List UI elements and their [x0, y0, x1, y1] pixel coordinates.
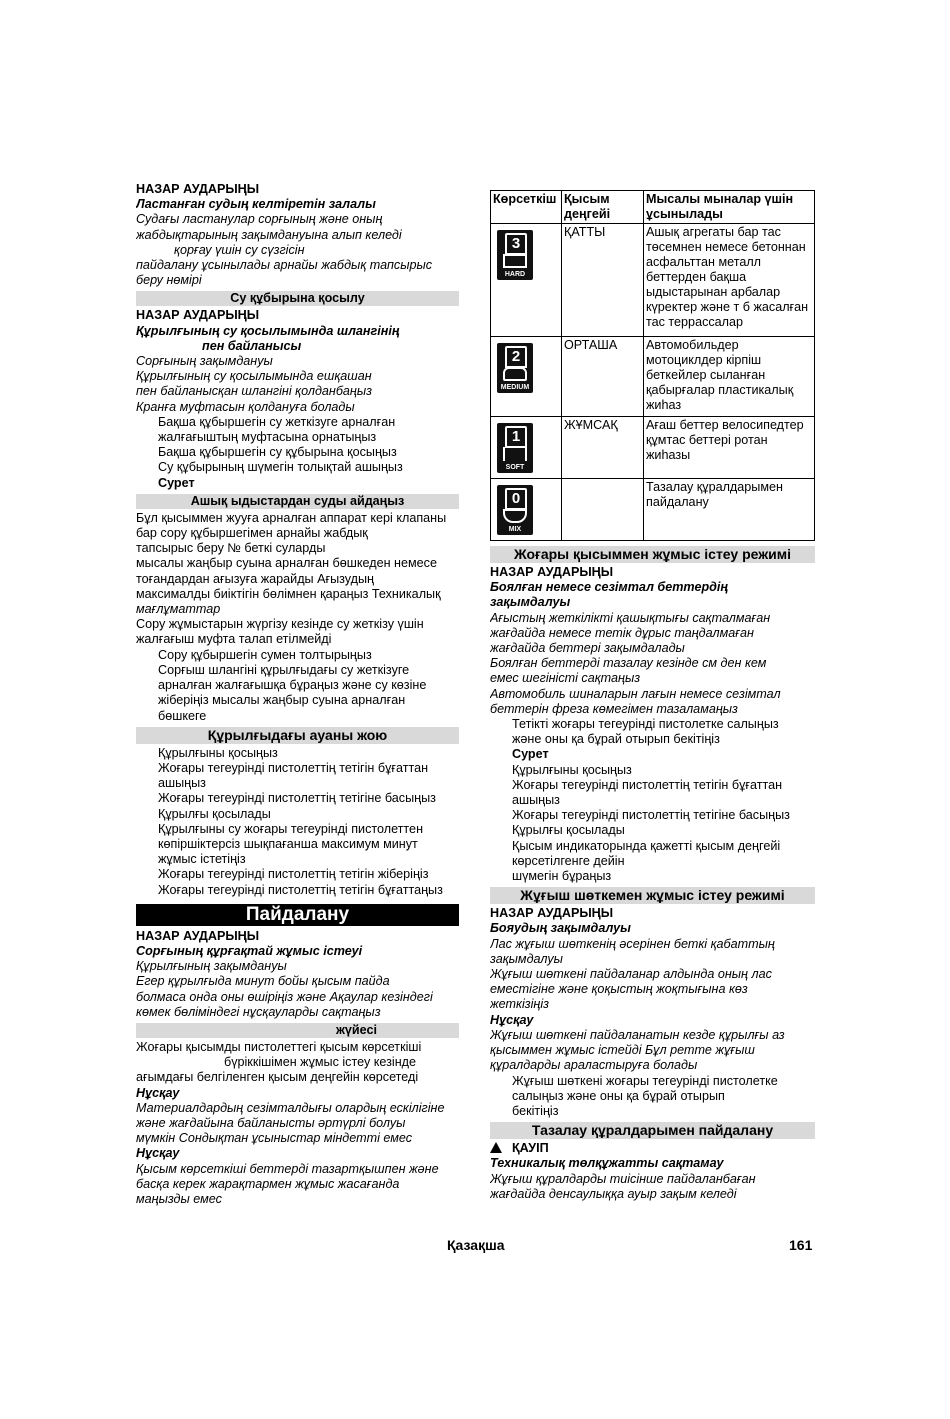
text-line: Автомобиль шиналарын лағын немесе сезімтал — [490, 686, 781, 701]
recommended-use: Тазалау құралдарымен пайдалану — [644, 479, 815, 541]
step-line: Құрылғы қосылады — [512, 823, 625, 838]
text-line: мағлұматтар — [136, 602, 221, 617]
text-line: ағымдағы белгіленген қысым деңгейін көрсетеді — [136, 1070, 419, 1085]
warning-heading: НАЗАР АУДАРЫҢЫ — [136, 928, 260, 943]
page-number: 161 — [789, 1237, 813, 1253]
step-line: Жұғыш шөткені жоғары тегеурінді пистолетке — [512, 1073, 778, 1088]
text-line: Лас жұғыш шөткенің әсерінен беткі қабаттың — [490, 936, 775, 951]
note-heading: Нұсқау — [136, 1146, 180, 1161]
step-line: арналған жалғағышқа бұраңыз және су көзіне — [158, 678, 427, 693]
step-line: Су құбырының шүмегін толықтай ашыңыз — [158, 460, 403, 475]
danger-heading: ҚАУІП — [490, 1141, 815, 1156]
step-line: Құрылғыны су жоғары тегеурінді пистолеттен — [158, 821, 424, 836]
recommended-use: Ағаш беттер велосипедтер құмтас беттері ротан жиһазы — [644, 417, 815, 479]
left-column — [136, 182, 459, 1207]
detergent-icon: 0 MIX — [497, 485, 533, 535]
text-line: маңызды емес — [136, 1191, 222, 1206]
warning-title: Техникалық төлқұжатты сақтамау — [490, 1156, 724, 1171]
car-icon: 2 MEDIUM — [497, 343, 533, 393]
step-line: көрсетілгенге дейін — [512, 853, 625, 868]
fence-icon: 1 SOFT — [497, 423, 533, 473]
pressure-level: ОРТАША — [562, 337, 644, 417]
step-line: салыңыз және оны қа бұрай отырып — [512, 1088, 725, 1103]
table-row — [491, 337, 815, 417]
step-line: Құрылғыны қосыңыз — [512, 762, 632, 777]
table-header: Қысым деңгейі — [562, 191, 644, 224]
step-line: шүмегін бұраңыз — [512, 869, 612, 884]
warning-title: Құрылғының су қосылымында шлангінің — [136, 323, 400, 338]
table-header: Мысалы мыналар үшін ұсынылады — [644, 191, 815, 224]
recommended-use: Автомобильдер мотоциклдер кірпіш беткейлер сыланған қабырғалар пластикалық жиһаз — [644, 337, 815, 417]
section-heading-open-containers: Ашық ыдыстардан суды айдаңыз — [136, 494, 459, 509]
text-line: Қысым көрсеткіші беттерді тазартқышпен және — [136, 1161, 439, 1176]
step-line: және оны қа бұрай отырып бекітіңіз — [512, 732, 720, 747]
step-line: Жоғары тегеурінді пистолеттің тетігін бұғаттаңыз — [158, 882, 443, 897]
text-line: Бұл қысыммен жууға арналған аппарат кері клапаны — [136, 510, 447, 525]
text-line: басқа керек жарақтармен жұмыс жасағанда — [136, 1176, 400, 1191]
step-line: Жоғары тегеурінді пистолеттің тетігін бұғаттан — [158, 760, 429, 775]
text-line: Жұғыш құралдарды тиісінше пайдаланбаған — [490, 1171, 756, 1186]
section-heading-detergents: Тазалау құралдарымен пайдалану — [490, 1122, 815, 1139]
step-line: жалғағыштың муфтасына орнатыңыз — [158, 430, 377, 445]
text-line: зақымдалуы — [490, 951, 563, 966]
warning-triangle-icon — [490, 1142, 502, 1153]
text-line: емес шегіністі сақтаңыз — [490, 671, 641, 686]
text-line: мысалы жаңбыр суына арналған бөшкеден немесе — [136, 556, 437, 571]
step-line: Бақша құбыршегін су құбырына қосыңыз — [158, 445, 397, 460]
text-line: мүмкін Сондықтан ұсыныстар міндетті емес — [136, 1131, 413, 1146]
step-line: Жоғары тегеурінді пистолеттің тетігіне басыңыз — [158, 791, 436, 806]
text-line: болмаса онда оны өшіріңіз және Ақаулар кезіндегі — [136, 989, 433, 1004]
text-line: Жұғыш шөткені пайдаланатын кезде құрылғы аз — [490, 1027, 785, 1042]
step-line: Жоғары тегеурінді пистолеттің тетігіне басыңыз — [512, 808, 790, 823]
section-heading-water-connection: Су құбырына қосылу — [136, 291, 459, 306]
text-line: Кранға муфтасын қолдануға болады — [136, 399, 355, 414]
text-line: Боялған беттерді тазалау кезінде см ден кем — [490, 656, 767, 671]
warning-title: пен байланысы — [202, 338, 302, 353]
right-column — [490, 190, 815, 1202]
text-line: пайдалану ұсынылады арнайы жабдық тапсырыс — [136, 258, 433, 273]
pressure-level: ЖҰМСАҚ — [562, 417, 644, 479]
warning-heading: НАЗАР АУДАРЫҢЫ — [490, 906, 614, 921]
text-line: және жағдайына байланысты әртүрлі болуы — [136, 1115, 406, 1130]
step-line: Тетікті жоғары тегеурінді пистолетке салыңыз — [512, 717, 779, 732]
pressure-indicator-cell — [491, 479, 562, 541]
pressure-indicator-cell — [491, 417, 562, 479]
warning-heading: НАЗАР АУДАРЫҢЫ — [490, 565, 614, 579]
section-heading-brush-mode: Жұғыш шөткемен жұмыс істеу режимі — [490, 887, 815, 904]
step-line: Жоғары тегеурінді пистолеттің тетігін жіберіңіз — [158, 867, 429, 882]
figure-ref: Сурет — [158, 475, 195, 490]
text-line: Жұғыш шөткені пайдаланар алдында оның лас — [490, 967, 772, 982]
step-line: Бақша құбыршегін су жеткізуге арналған — [158, 414, 396, 429]
note-heading: Нұсқау — [136, 1085, 180, 1100]
text-line: тапсырыс беру № беткі суларды — [136, 541, 326, 556]
step-line: Қысым индикаторында қажетті қысым деңгейі — [512, 838, 781, 853]
text-line: Егер құрылғыда минут бойы қысым пайда — [136, 974, 390, 989]
step-line: ашыңыз — [512, 793, 560, 808]
warning-heading: НАЗАР АУДАРЫҢЫ — [136, 308, 260, 323]
step-line: Сорғыш шлангіні құрылғыдағы су жеткізуге — [158, 662, 410, 677]
step-line: көпіршіктерсіз шықпағанша максимум минут — [158, 836, 418, 851]
text-line: жағдайда беттері зақымдалады — [490, 641, 685, 656]
chapter-heading-operation: Пайдалану — [136, 904, 459, 926]
note-heading: Нұсқау — [490, 1012, 534, 1027]
figure-ref: Сурет — [512, 747, 549, 762]
text-line: Судағы ластанулар сорғының және оның — [136, 212, 383, 227]
text-line: жағдайда денсаулыққа ауыр зақым келеді — [490, 1186, 737, 1201]
text-line: тоғандардан ағызуға жарайды Ағызудың — [136, 571, 375, 586]
text-line: Сорғының зақымдануы — [136, 354, 273, 369]
text-line: Сору жұмыстарын жүргізу кезінде су жеткізу үшін — [136, 617, 424, 632]
text-line: бар сору құбыршегімен арнайы жабдық — [136, 526, 368, 541]
warning-heading: НАЗАР АУДАРЫҢЫ — [136, 182, 260, 196]
text-line: көмек бөліміндегі нұсқауларды сақтаңыз — [136, 1004, 381, 1019]
warning-title: Бояудың зақымдалуы — [490, 921, 631, 936]
text-line: беру нөмірі — [136, 273, 202, 288]
step-line: Құрылғы қосылады — [158, 806, 271, 821]
text-line: Жоғары қысымды пистолеттегі қысым көрсеткіші — [136, 1039, 422, 1054]
text-line: максималды биіктігін бөлімнен қараңыз Техникалық — [136, 586, 441, 601]
section-heading-system: жүйесі — [136, 1023, 459, 1038]
pressure-level: ҚАТТЫ — [562, 224, 644, 337]
pressure-table — [490, 190, 815, 541]
text-line: беттерін фреза көмегімен тазаламаңыз — [490, 701, 738, 716]
text-line: Ағыстың жеткілікті қашықтығы сақталмаған — [490, 610, 771, 625]
wall-icon: 3 HARD — [497, 230, 533, 280]
text-line: жағдайда немесе тетік дұрыс таңдалмаған — [490, 625, 754, 640]
warning-title: зақымдалуы — [490, 595, 571, 610]
text-line: Құрылғының зақымдануы — [136, 959, 287, 974]
text-line: жабдықтарының зақымдануына алып келеді — [136, 227, 402, 242]
footer-language: Қазақша — [447, 1237, 505, 1253]
table-row — [491, 479, 815, 541]
table-header-row — [491, 191, 815, 224]
text-line: қысыммен жұмыс істейді Бұл ретте жұғыш — [490, 1043, 755, 1058]
text-line: Құрылғының су қосылымында ешқашан — [136, 369, 372, 384]
step-line: ашыңыз — [158, 776, 206, 791]
pressure-level — [562, 479, 644, 541]
section-heading-high-pressure-mode: Жоғары қысыммен жұмыс істеу режимі — [490, 546, 815, 563]
warning-title: Боялған немесе сезімтал беттердің — [490, 580, 729, 595]
pressure-indicator-cell — [491, 337, 562, 417]
step-line: Сору құбыршегін сумен толтырыңыз — [158, 647, 372, 662]
text-line: жалғағыш муфта талап етілмейді — [136, 632, 332, 647]
step-line: бөшкеге — [158, 708, 207, 723]
step-line: бекітіңіз — [512, 1103, 559, 1118]
warning-title: Сорғының құрғақтай жұмыс істеуі — [136, 943, 363, 958]
step-line: Құрылғыны қосыңыз — [158, 745, 278, 760]
text-line: қорғау үшін су сүзгісін — [174, 242, 305, 257]
pressure-indicator-cell — [491, 224, 562, 337]
step-line: Жоғары тегеурінді пистолеттің тетігін бұғаттан — [512, 777, 783, 792]
text-line: жеткізіңіз — [490, 997, 549, 1012]
step-line: жіберіңіз мысалы жаңбыр суына арналған — [158, 693, 406, 708]
text-line: пен байланысқан шлангіні қолданбаңыз — [136, 384, 372, 399]
table-row — [491, 417, 815, 479]
text-line: бүріккішімен жұмыс істеу кезінде — [224, 1055, 417, 1070]
warning-title: Ластанған судың келтіретін залалы — [136, 197, 376, 212]
text-line: еместігіне және қоқыстың жоқтығына көз — [490, 982, 748, 997]
step-line: жұмыс істетіңіз — [158, 852, 246, 867]
table-header: Көрсеткіш — [491, 191, 562, 224]
table-row — [491, 224, 815, 337]
section-heading-air-removal: Құрылғыдағы ауаны жою — [136, 727, 459, 744]
recommended-use: Ашық агрегаты бар тас төсемнен немесе бетоннан асфальттан металл беттерден бақша ыдыстарынан арбалар күректер және т б жасалған тас террассалар — [644, 224, 815, 337]
text-line: Материалдардың сезімталдығы олардың ескілігіне — [136, 1100, 445, 1115]
text-line: құралдарды араластыруға болады — [490, 1058, 698, 1073]
